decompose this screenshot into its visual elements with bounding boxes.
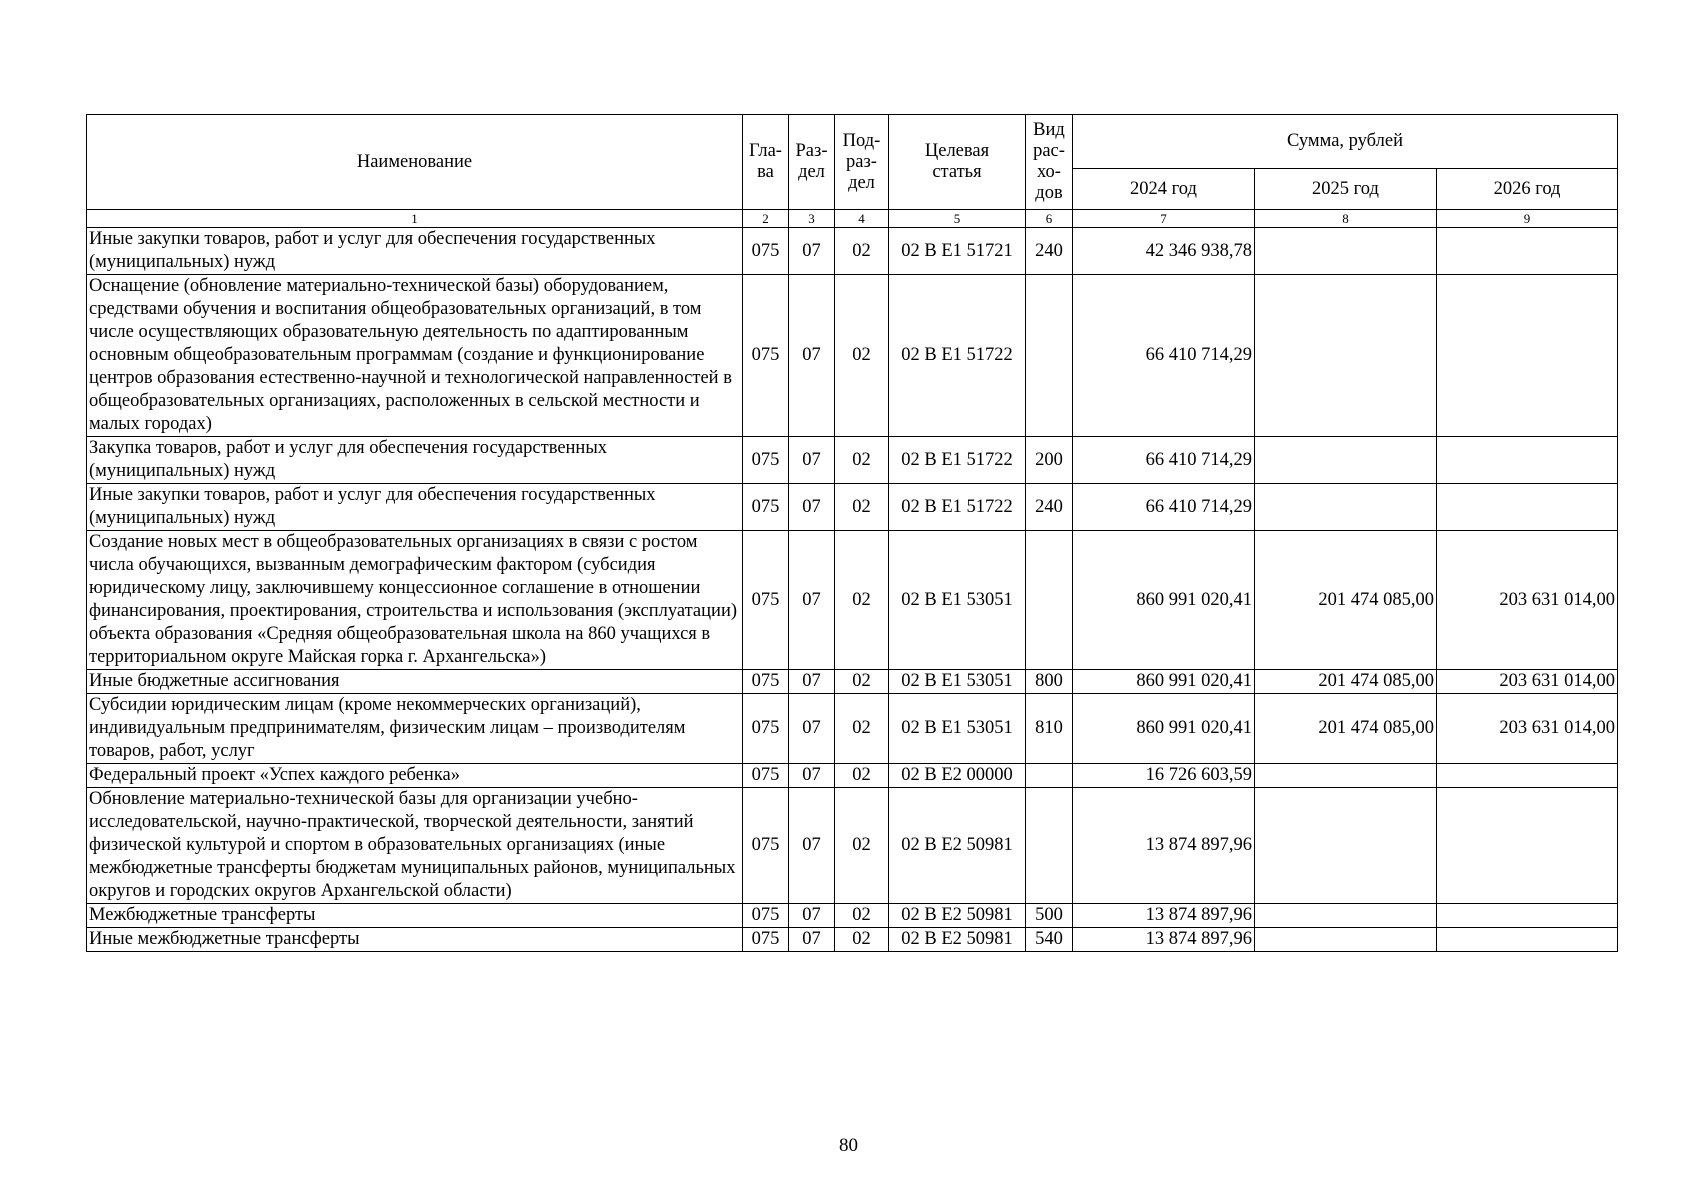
row-vid: 810	[1026, 694, 1073, 764]
row-celevaya: 02 В Е1 51722	[889, 275, 1026, 437]
column-number: 6	[1026, 210, 1073, 228]
row-name: Закупка товаров, работ и услуг для обеспечения государственных (муниципальных) нужд	[87, 437, 743, 484]
row-sum-2026	[1437, 928, 1618, 952]
budget-table	[86, 114, 1618, 952]
row-glava: 075	[743, 788, 789, 904]
row-celevaya: 02 В Е1 53051	[889, 531, 1026, 670]
row-glava: 075	[743, 228, 789, 275]
table-row	[87, 928, 1618, 952]
table-row	[87, 764, 1618, 788]
row-celevaya: 02 В Е1 51721	[889, 228, 1026, 275]
row-sum-2026: 203 631 014,00	[1437, 694, 1618, 764]
column-number: 1	[87, 210, 743, 228]
row-name: Иные закупки товаров, работ и услуг для обеспечения государственных (муниципальных) нужд	[87, 228, 743, 275]
row-name: Иные межбюджетные трансферты	[87, 928, 743, 952]
row-name: Обновление материально-технической базы для организации учебно-исследовательской, научно-практической, творческой деятельности, занятий физической культурой и спортом в образовательных организациях (иные межбюджетные трансферты бюджетам муниципальных районов, муниципальных округов и городских округов Архангельской области)	[87, 788, 743, 904]
header-razdel: Раз- дел	[789, 115, 835, 210]
row-razdel: 07	[789, 904, 835, 928]
row-sum-2026	[1437, 228, 1618, 275]
row-glava: 075	[743, 437, 789, 484]
table-row	[87, 484, 1618, 531]
row-podrazdel: 02	[835, 764, 889, 788]
row-razdel: 07	[789, 670, 835, 694]
row-glava: 075	[743, 928, 789, 952]
row-sum-2025	[1255, 275, 1437, 437]
row-sum-2024: 66 410 714,29	[1073, 437, 1255, 484]
table-row	[87, 275, 1618, 437]
row-razdel: 07	[789, 275, 835, 437]
column-number: 7	[1073, 210, 1255, 228]
row-razdel: 07	[789, 531, 835, 670]
header-summa: Сумма, рублей	[1073, 115, 1618, 169]
header-glava: Гла- ва	[743, 115, 789, 210]
header-celevaya: Целевая статья	[889, 115, 1026, 210]
row-sum-2025	[1255, 788, 1437, 904]
header-podrazdel: Под- раз- дел	[835, 115, 889, 210]
row-vid	[1026, 788, 1073, 904]
page-number: 80	[839, 1135, 858, 1156]
row-name: Федеральный проект «Успех каждого ребенка»	[87, 764, 743, 788]
row-sum-2025	[1255, 437, 1437, 484]
row-sum-2025	[1255, 764, 1437, 788]
row-sum-2026	[1437, 484, 1618, 531]
row-glava: 075	[743, 531, 789, 670]
row-glava: 075	[743, 484, 789, 531]
row-sum-2025	[1255, 228, 1437, 275]
row-celevaya: 02 В Е2 50981	[889, 788, 1026, 904]
row-sum-2025	[1255, 904, 1437, 928]
row-vid: 540	[1026, 928, 1073, 952]
row-podrazdel: 02	[835, 228, 889, 275]
row-sum-2025: 201 474 085,00	[1255, 670, 1437, 694]
row-celevaya: 02 В Е1 53051	[889, 670, 1026, 694]
column-number: 5	[889, 210, 1026, 228]
row-glava: 075	[743, 275, 789, 437]
row-celevaya: 02 В Е2 50981	[889, 928, 1026, 952]
row-celevaya: 02 В Е2 00000	[889, 764, 1026, 788]
row-glava: 075	[743, 670, 789, 694]
row-razdel: 07	[789, 928, 835, 952]
row-name: Иные бюджетные ассигнования	[87, 670, 743, 694]
row-podrazdel: 02	[835, 437, 889, 484]
table-row	[87, 670, 1618, 694]
table-row	[87, 788, 1618, 904]
row-name: Субсидии юридическим лицам (кроме некоммерческих организаций), индивидуальным предпринимателям, физическим лицам – производителям товаров, работ, услуг	[87, 694, 743, 764]
row-podrazdel: 02	[835, 275, 889, 437]
row-celevaya: 02 В Е1 51722	[889, 437, 1026, 484]
header-vid: Вид рас- хо- дов	[1026, 115, 1073, 210]
row-razdel: 07	[789, 694, 835, 764]
row-vid: 240	[1026, 484, 1073, 531]
row-sum-2024: 16 726 603,59	[1073, 764, 1255, 788]
row-podrazdel: 02	[835, 788, 889, 904]
row-sum-2026	[1437, 764, 1618, 788]
row-sum-2026: 203 631 014,00	[1437, 670, 1618, 694]
row-vid: 500	[1026, 904, 1073, 928]
row-glava: 075	[743, 764, 789, 788]
row-glava: 075	[743, 904, 789, 928]
row-sum-2025: 201 474 085,00	[1255, 694, 1437, 764]
row-sum-2024: 42 346 938,78	[1073, 228, 1255, 275]
table-row	[87, 904, 1618, 928]
row-vid: 800	[1026, 670, 1073, 694]
row-sum-2024: 66 410 714,29	[1073, 484, 1255, 531]
row-celevaya: 02 В Е1 53051	[889, 694, 1026, 764]
row-podrazdel: 02	[835, 904, 889, 928]
row-name: Межбюджетные трансферты	[87, 904, 743, 928]
column-number: 3	[789, 210, 835, 228]
column-number: 8	[1255, 210, 1437, 228]
row-vid: 200	[1026, 437, 1073, 484]
column-number: 4	[835, 210, 889, 228]
row-razdel: 07	[789, 437, 835, 484]
row-podrazdel: 02	[835, 928, 889, 952]
row-sum-2026	[1437, 788, 1618, 904]
table-row	[87, 694, 1618, 764]
table-body	[87, 228, 1618, 952]
row-vid	[1026, 275, 1073, 437]
table-header	[87, 115, 1618, 228]
row-sum-2024: 66 410 714,29	[1073, 275, 1255, 437]
row-sum-2024: 860 991 020,41	[1073, 694, 1255, 764]
row-podrazdel: 02	[835, 694, 889, 764]
header-year-2025: 2025 год	[1255, 169, 1437, 210]
row-razdel: 07	[789, 764, 835, 788]
row-sum-2024: 13 874 897,96	[1073, 788, 1255, 904]
row-celevaya: 02 В Е2 50981	[889, 904, 1026, 928]
row-podrazdel: 02	[835, 670, 889, 694]
row-sum-2024: 13 874 897,96	[1073, 904, 1255, 928]
row-name: Иные закупки товаров, работ и услуг для обеспечения государственных (муниципальных) нужд	[87, 484, 743, 531]
table-row	[87, 531, 1618, 670]
header-year-2024: 2024 год	[1073, 169, 1255, 210]
row-podrazdel: 02	[835, 484, 889, 531]
row-sum-2026	[1437, 275, 1618, 437]
row-razdel: 07	[789, 484, 835, 531]
row-celevaya: 02 В Е1 51722	[889, 484, 1026, 531]
row-sum-2026: 203 631 014,00	[1437, 531, 1618, 670]
header-name: Наименование	[87, 115, 743, 210]
column-number: 2	[743, 210, 789, 228]
row-sum-2025: 201 474 085,00	[1255, 531, 1437, 670]
row-sum-2026	[1437, 904, 1618, 928]
row-sum-2024: 13 874 897,96	[1073, 928, 1255, 952]
row-sum-2025	[1255, 484, 1437, 531]
row-sum-2024: 860 991 020,41	[1073, 670, 1255, 694]
row-vid	[1026, 531, 1073, 670]
column-number-row	[87, 210, 1618, 228]
row-razdel: 07	[789, 788, 835, 904]
table-row	[87, 437, 1618, 484]
row-sum-2026	[1437, 437, 1618, 484]
header-year-2026: 2026 год	[1437, 169, 1618, 210]
table-row	[87, 228, 1618, 275]
row-name: Оснащение (обновление материально-технической базы) оборудованием, средствами обучения и воспитания общеобразовательных организаций, в том числе осуществляющих образовательную деятельность по адаптированным основным общеобразовательным программам (создание и функционирование центров образования естественно-научной и технологической направленностей в общеобразовательных организациях, расположенных в сельской местности и малых городах)	[87, 275, 743, 437]
row-glava: 075	[743, 694, 789, 764]
row-podrazdel: 02	[835, 531, 889, 670]
row-razdel: 07	[789, 228, 835, 275]
row-sum-2024: 860 991 020,41	[1073, 531, 1255, 670]
row-name: Создание новых мест в общеобразовательных организациях в связи с ростом числа обучающихся, вызванным демографическим фактором (субсидия юридическому лицу, заключившему концессионное соглашение в отношении финансирования, проектирования, строительства и использования (эксплуатации) объекта образования «Средняя общеобразовательная школа на 860 учащихся в территориальном округе Майская горка г. Архангельска»)	[87, 531, 743, 670]
row-vid: 240	[1026, 228, 1073, 275]
row-vid	[1026, 764, 1073, 788]
column-number: 9	[1437, 210, 1618, 228]
row-sum-2025	[1255, 928, 1437, 952]
